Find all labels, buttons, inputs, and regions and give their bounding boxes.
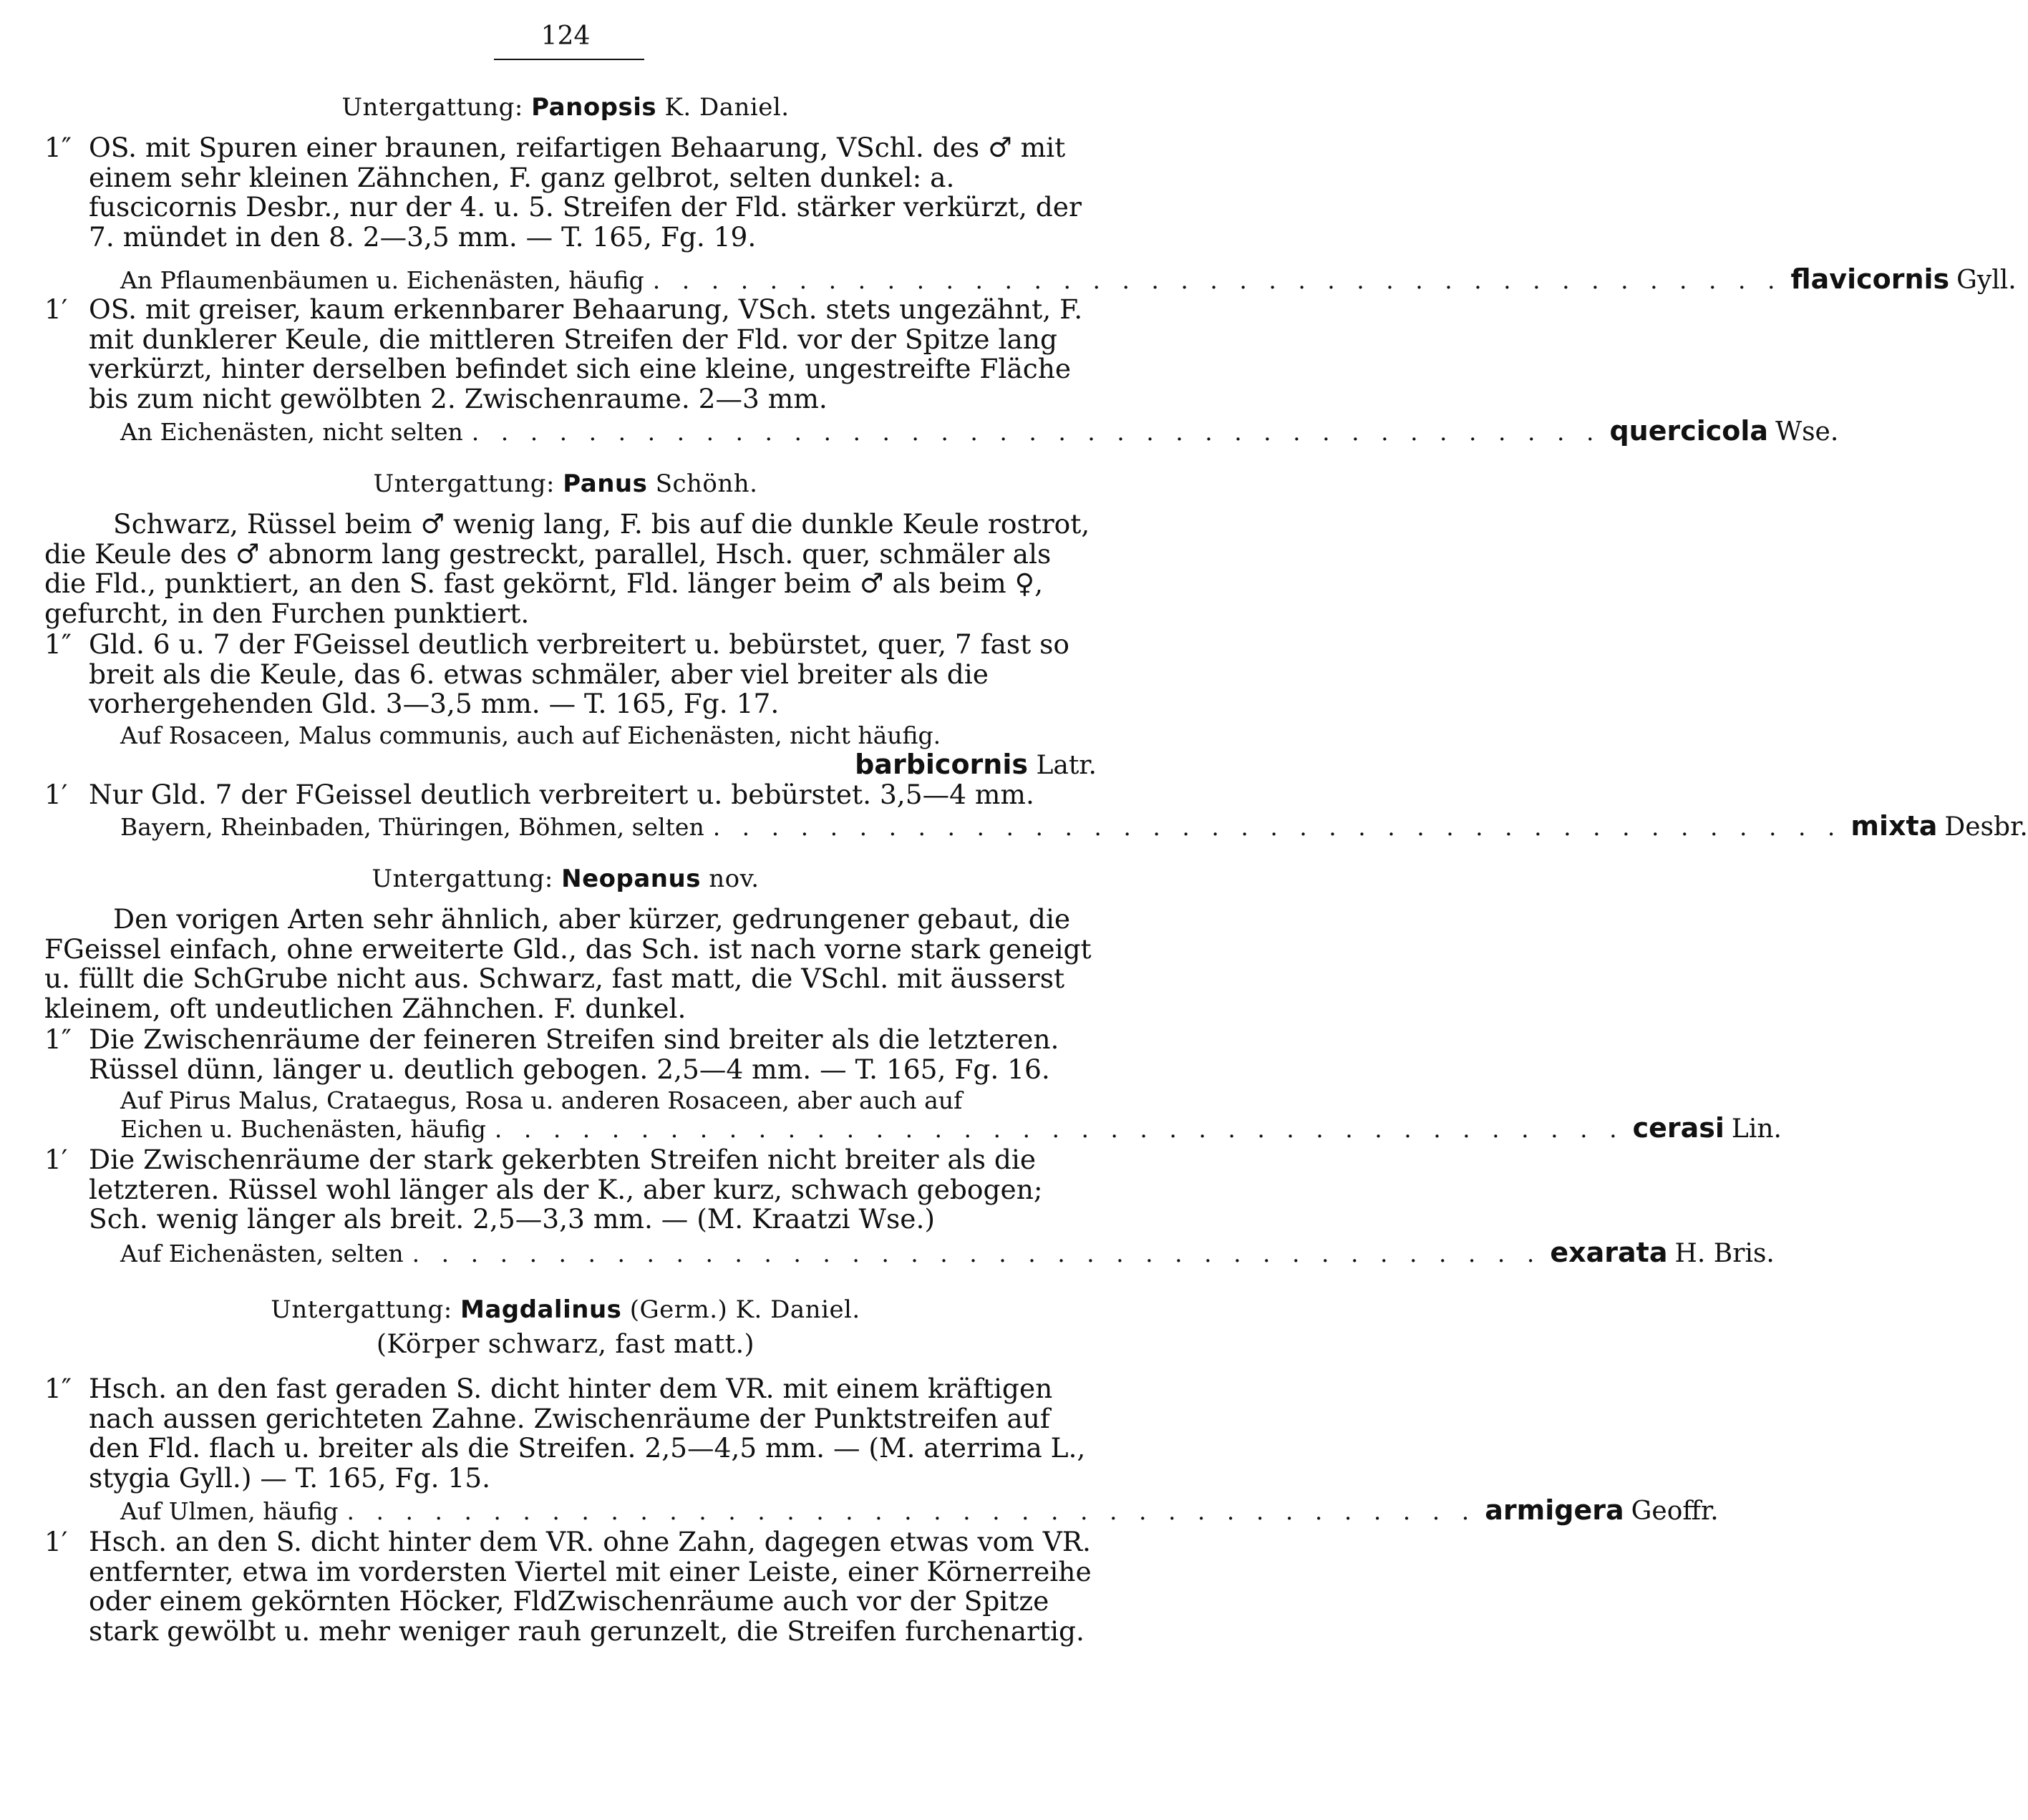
subgenus-name: Panopsis bbox=[531, 93, 657, 122]
leader-dots: . . . . . . . . . . . . . . . . . . . . . . . . . . . . . . . . . . . . . . . bbox=[652, 266, 1782, 294]
couplet-text: Die Zwischenräume der feineren Streifen sind breiter als die letzteren. Rüssel dünn, länger u. deutlich gebogen. 2,5—4 mm. — T. 165, Fg. 16. bbox=[89, 1023, 1059, 1085]
subgenus-heading-neopanus bbox=[0, 865, 1131, 893]
couplet-panus-1b bbox=[44, 780, 1097, 810]
subgenus-note-magdalinus: (Körper schwarz, fast matt.) bbox=[376, 1330, 755, 1359]
habitat-text: Auf Eichenästen, selten bbox=[120, 1240, 404, 1267]
species-name: armigera bbox=[1485, 1494, 1624, 1526]
subgenus-heading-panus bbox=[0, 469, 1131, 498]
couplet-neopanus-1b bbox=[44, 1145, 1097, 1235]
habitat-line-mixta bbox=[120, 810, 2028, 842]
leader-dots: . . . . . . . . . . . . . . . . . . . . . . . . . . . . . . . . . . . . . . . bbox=[471, 418, 1601, 446]
couplet-text: Gld. 6 u. 7 der FGeissel deutlich verbreitert u. bebürstet, quer, 7 fast so breit als die Keule, das 6. etwas schmäler, aber viel breiter als die vorhergehenden Gld. 3—3,5 mm. — T. 165, Fg. 17. bbox=[89, 628, 1069, 719]
couplet-panopsis-1b bbox=[44, 295, 1097, 414]
habitat-text: Eichen u. Buchenästen, häufig bbox=[120, 1115, 486, 1143]
page-number-rule bbox=[494, 59, 644, 60]
couplet-magdalinus-1a bbox=[44, 1374, 1097, 1493]
couplet-text: OS. mit greiser, kaum erkennbarer Behaarung, VSch. stets ungezähnt, F. mit dunklerer Keule, die mittleren Streifen der Fld. vor der Spitze lang verkürzt, hinter derselben befindet sich eine kleine, ungestreifte Fläche bis zum nicht gewölbten 2. Zwischenraume. 2—3 mm. bbox=[89, 293, 1083, 414]
habitat-line-quercicola bbox=[120, 415, 1839, 447]
couplet-label: 1″ bbox=[44, 628, 72, 660]
subgenus-name: Neopanus bbox=[561, 865, 701, 893]
habitat-text: Auf Rosaceen, Malus communis, auch auf Eichenästen, nicht häufig. bbox=[120, 721, 941, 749]
species-author: Lin. bbox=[1731, 1114, 1782, 1144]
species-line-barbicornis bbox=[855, 749, 1097, 780]
species-name: exarata bbox=[1550, 1237, 1668, 1268]
habitat-line-flavicornis bbox=[120, 263, 2017, 295]
habitat-text: An Pflaumenbäumen u. Eichenästen, häufig bbox=[120, 266, 644, 294]
couplet-text: Hsch. an den S. dicht hinter dem VR. ohne Zahn, dagegen etwas vom VR. entfernter, etwa im vordersten Viertel mit einer Leiste, einer Körnerreihe oder einem gekörnten Höcker, FldZwischenräume auch vor der Spitze stark gewölbt u. mehr weniger rauh gerunzelt, die Streifen furchenartig. bbox=[89, 1526, 1092, 1647]
subgenus-author: Schönh. bbox=[655, 469, 758, 498]
habitat-text: An Eichenästen, nicht selten bbox=[120, 418, 463, 446]
couplet-label: 1′ bbox=[44, 293, 68, 325]
subgenus-name: Panus bbox=[563, 469, 648, 498]
leader-dots: . . . . . . . . . . . . . . . . . . . . . . . . . . . . . . . . . . . . . . . bbox=[712, 813, 1843, 841]
species-author: Gyll. bbox=[1956, 266, 2017, 295]
habitat-line-armigera bbox=[120, 1494, 1719, 1526]
couplet-label: 1″ bbox=[44, 1023, 72, 1055]
couplet-label: 1′ bbox=[44, 1144, 68, 1175]
species-author: Desbr. bbox=[1944, 812, 2028, 842]
couplet-text: Hsch. an den fast geraden S. dicht hinter dem VR. mit einem kräftigen nach aussen gerichteten Zahne. Zwischenräume der Punktstreifen auf den Fld. flach u. breiter als die Streifen. 2,5—4,5 mm. — (M. aterrima L., stygia Gyll.) — T. 165, Fg. 15. bbox=[89, 1373, 1086, 1494]
species-name: cerasi bbox=[1632, 1112, 1724, 1144]
couplet-text: OS. mit Spuren einer braunen, reifartigen Behaarung, VSchl. des ♂ mit einem sehr kleinen Zähnchen, F. ganz gelbrot, selten dunkel: a. fuscicornis Desbr., nur der 4. u. 5. Streifen der Fld. stärker verkürzt, der 7. mündet in den 8. 2—3,5 mm. — T. 165, Fg. 19. bbox=[89, 132, 1082, 253]
species-author: Wse. bbox=[1775, 417, 1839, 447]
subgenus-prefix: Untergattung: bbox=[271, 1295, 452, 1324]
habitat-line-exarata bbox=[120, 1237, 1775, 1268]
couplet-label: 1′ bbox=[44, 1526, 68, 1557]
habitat-line-barbicornis bbox=[120, 721, 1097, 750]
species-name: quercicola bbox=[1609, 415, 1769, 447]
subgenus-heading-panopsis bbox=[0, 93, 1131, 122]
leader-dots: . . . . . . . . . . . . . . . . . . . . . . . . . . . . . . . . . . . . . . . bbox=[494, 1115, 1624, 1143]
species-author: Latr. bbox=[1036, 751, 1097, 780]
species-author: Geoffr. bbox=[1631, 1497, 1719, 1526]
couplet-label: 1′ bbox=[44, 779, 68, 810]
couplet-label: 1″ bbox=[44, 1373, 72, 1404]
subgenus-author: nov. bbox=[709, 865, 760, 893]
subgenus-name: Magdalinus bbox=[460, 1295, 622, 1324]
habitat-line-cerasi-1 bbox=[120, 1086, 1097, 1115]
couplet-magdalinus-1b bbox=[44, 1527, 1097, 1646]
subgenus-prefix: Untergattung: bbox=[372, 865, 553, 893]
subgenus-prefix: Untergattung: bbox=[341, 93, 523, 122]
subgenus-intro-panus bbox=[44, 510, 1097, 628]
subgenus-intro-neopanus bbox=[44, 905, 1097, 1023]
leader-dots: . . . . . . . . . . . . . . . . . . . . . . . . . . . . . . . . . . . . . . . bbox=[412, 1240, 1542, 1267]
habitat-text: Auf Ulmen, häufig bbox=[120, 1497, 339, 1525]
habitat-line-cerasi-2 bbox=[120, 1112, 1782, 1144]
couplet-neopanus-1a bbox=[44, 1025, 1097, 1084]
leader-dots: . . . . . . . . . . . . . . . . . . . . . . . . . . . . . . . . . . . . . . . bbox=[346, 1497, 1477, 1525]
habitat-text: Auf Pirus Malus, Crataegus, Rosa u. anderen Rosaceen, aber auch auf bbox=[120, 1086, 963, 1114]
intro-text: Den vorigen Arten sehr ähnlich, aber kürzer, gedrungener gebaut, die FGeissel einfach, ohne erweiterte Gld., das Sch. ist nach vorne stark geneigt u. füllt die SchGrube nicht aus. Schwarz, fast matt, die VSchl. mit äusserst kleinem, oft undeutlichen Zähnchen. F. dunkel. bbox=[44, 903, 1092, 1024]
species-author: H. Bris. bbox=[1674, 1239, 1775, 1268]
species-name: flavicornis bbox=[1790, 263, 1950, 295]
subgenus-heading-magdalinus bbox=[0, 1295, 1131, 1324]
couplet-text: Nur Gld. 7 der FGeissel deutlich verbreitert u. bebürstet. 3,5—4 mm. bbox=[89, 779, 1034, 810]
intro-text: Schwarz, Rüssel beim ♂ wenig lang, F. bis auf die dunkle Keule rostrot, die Keule des ♂ abnorm lang gestreckt, parallel, Hsch. quer, schmäler als die Fld., punktiert, an den S. fast gekörnt, Fld. länger beim ♂ als beim ♀, gefurcht, in den Furchen punktiert. bbox=[44, 508, 1090, 629]
species-name: mixta bbox=[1850, 810, 1938, 842]
subgenus-author: K. Daniel. bbox=[664, 93, 790, 122]
species-name: barbicornis bbox=[855, 749, 1028, 780]
couplet-panopsis-1a bbox=[44, 133, 1097, 252]
page-number: 124 bbox=[540, 21, 591, 51]
subgenus-author: (Germ.) K. Daniel. bbox=[629, 1295, 860, 1324]
couplet-panus-1a bbox=[44, 630, 1097, 719]
couplet-label: 1″ bbox=[44, 132, 72, 163]
couplet-text: Die Zwischenräume der stark gekerbten Streifen nicht breiter als die letzteren. Rüssel wohl länger als der K., aber kurz, schwach gebogen; Sch. wenig länger als breit. 2,5—3,3 mm. — (M. Kraatzi Wse.) bbox=[89, 1144, 1043, 1235]
subgenus-prefix: Untergattung: bbox=[373, 469, 555, 498]
habitat-text: Bayern, Rheinbaden, Thüringen, Böhmen, selten bbox=[120, 813, 704, 841]
